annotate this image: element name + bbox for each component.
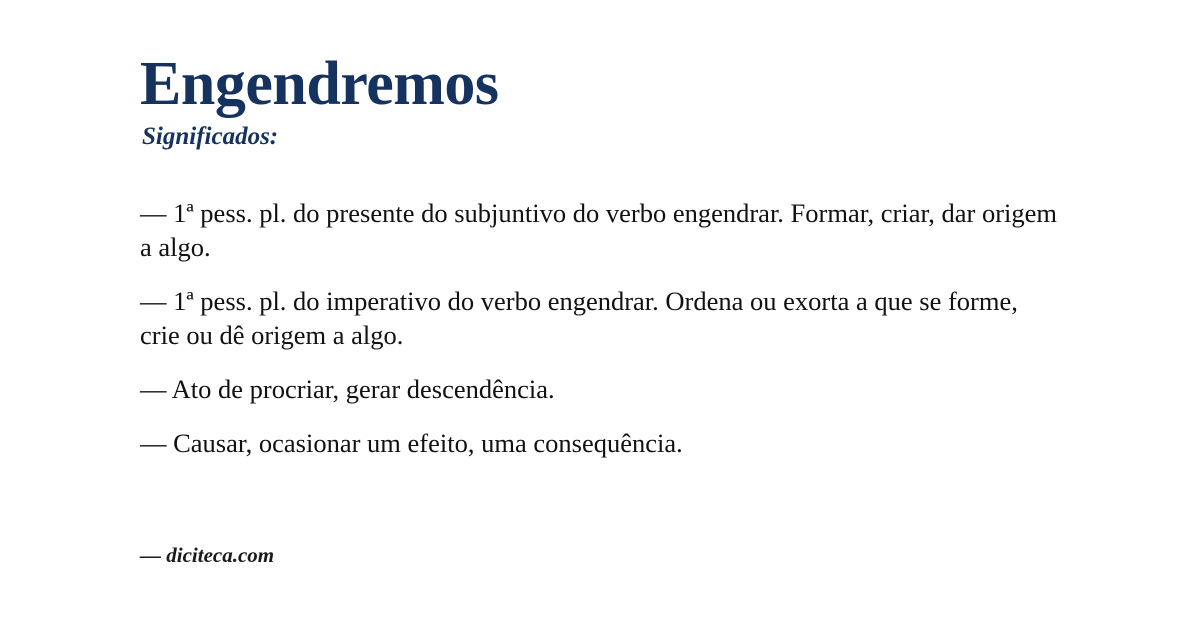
definition-item: — Ato de procriar, gerar descendência.	[140, 373, 555, 404]
page-title: Engendremos	[140, 50, 499, 118]
definition-item: — 1ª pess. pl. do presente do subjuntivo do verbo engendrar. Formar, criar, dar origem a algo.	[140, 198, 1058, 262]
meanings-label: Significados:	[142, 123, 279, 151]
definition-item: — 1ª pess. pl. do imperativo do verbo engendrar. Ordena ou exorta a que se forme, crie ou dê origem a algo.	[140, 285, 1018, 350]
definition-item: — Causar, ocasionar um efeito, uma consequência.	[140, 427, 683, 458]
source-attribution: — diciteca.com	[140, 543, 275, 567]
definition-list	[140, 197, 1060, 460]
